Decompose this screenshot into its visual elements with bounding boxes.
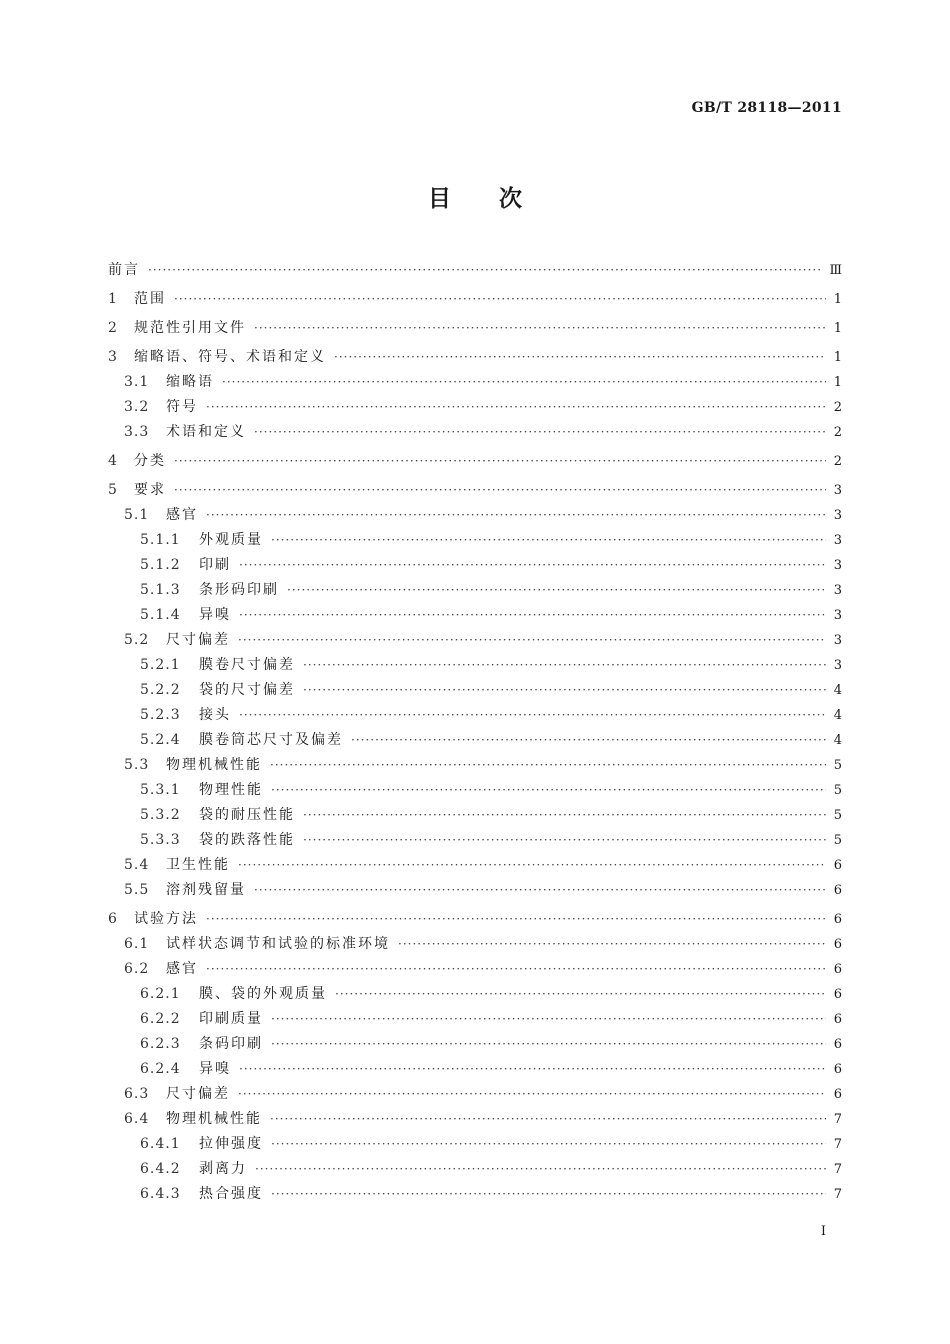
toc-entry-label: 条形码印刷 [199,582,279,598]
toc-dot-leader [239,603,826,628]
toc-entry[interactable] [108,578,842,603]
toc-entry-number: 5.4 [124,857,150,873]
toc-entry-label: 尺寸偏差 [166,632,230,648]
toc-entry[interactable] [108,628,842,653]
toc-entry-page: 3 [833,658,842,673]
toc-dot-leader [398,932,826,957]
toc-entry-label: 缩略语 [166,374,214,390]
toc-entry-number: 2 [108,320,118,336]
toc-entry-label: 物理性能 [199,782,263,798]
toc-entry-label: 试样状态调节和试验的标准环境 [166,936,390,952]
toc-entry[interactable] [108,803,842,828]
toc-entry-page: 6 [833,937,842,952]
toc-entry[interactable] [108,878,842,903]
toc-entry-page: 3 [833,583,842,598]
toc-entry[interactable] [108,420,842,445]
toc-dot-leader [254,420,826,445]
toc-dot-leader [238,853,826,878]
toc-entry[interactable] [108,1132,842,1157]
toc-dot-leader [303,678,826,703]
toc-entry-number: 5.2.3 [140,707,181,723]
toc-entry-label: 接头 [199,707,231,723]
toc-entry-label: 剥离力 [199,1161,247,1177]
toc-entry-label: 印刷质量 [199,1011,263,1027]
toc-dot-leader [270,753,826,778]
toc-entry-number: 3.1 [124,374,150,390]
toc-entry-number: 6.4.1 [140,1136,181,1152]
toc-dot-leader [206,395,826,420]
toc-entry[interactable] [108,957,842,982]
toc-entry-label: 缩略语、符号、术语和定义 [134,349,326,365]
toc-dot-leader [239,553,826,578]
toc-dot-leader [271,1132,826,1157]
toc-entry-page: 3 [833,508,842,523]
toc-entry-label: 异嗅 [199,1061,231,1077]
toc-dot-leader [271,1007,826,1032]
toc-entry-label: 尺寸偏差 [166,1086,230,1102]
toc-entry-number: 5.3 [124,757,150,773]
toc-entry[interactable] [108,603,842,628]
toc-entry-number: 3.3 [124,424,150,440]
toc-entry-page: 5 [833,808,842,823]
toc-entry-number: 6 [108,911,118,927]
toc-entry-page: 7 [833,1112,842,1127]
toc-entry-page: 4 [833,683,842,698]
toc-entry-page: 5 [833,833,842,848]
toc-entry[interactable] [108,553,842,578]
toc-entry[interactable] [108,728,842,753]
toc-entry-label: 符号 [166,399,198,415]
toc-entry-label: 前言 [108,262,140,278]
toc-entry-page: 6 [833,858,842,873]
toc-entry[interactable] [108,528,842,553]
toc-dot-leader [206,503,826,528]
toc-dot-leader [303,828,826,853]
toc-entry-page: 6 [833,1087,842,1102]
toc-entry-label: 热合强度 [199,1186,263,1202]
toc-entry-label: 物理机械性能 [166,1111,262,1127]
toc-entry[interactable] [108,503,842,528]
toc-entry-page: 6 [833,1062,842,1077]
toc-entry[interactable] [108,478,842,503]
toc-dot-leader [148,258,823,283]
toc-entry-page: 4 [833,708,842,723]
toc-entry-label: 异嗅 [199,607,231,623]
toc-list [108,258,842,1207]
toc-entry-page: 1 [833,375,842,390]
toc-entry-page: 2 [833,454,842,469]
toc-dot-leader [271,778,826,803]
toc-entry[interactable] [108,828,842,853]
toc-entry-label: 条码印刷 [199,1036,263,1052]
toc-entry-page: 3 [833,608,842,623]
toc-entry-page: 5 [833,783,842,798]
toc-entry-label: 规范性引用文件 [134,320,246,336]
toc-entry-number: 6.4 [124,1111,150,1127]
toc-entry-number: 5.3.2 [140,807,181,823]
toc-entry-page: 2 [833,425,842,440]
toc-entry-page: 1 [833,350,842,365]
toc-dot-leader [255,1157,826,1182]
toc-entry-label: 感官 [166,961,198,977]
toc-entry[interactable] [108,1107,842,1132]
toc-dot-leader [174,287,826,312]
toc-entry-number: 6.4.3 [140,1186,181,1202]
toc-dot-leader [238,628,826,653]
toc-entry-label: 膜卷筒芯尺寸及偏差 [199,732,343,748]
toc-entry-number: 5.5 [124,882,150,898]
toc-dot-leader [239,703,826,728]
toc-entry-page: Ⅲ [829,263,842,278]
toc-entry-page: 6 [833,987,842,1002]
toc-entry-number: 5.2.1 [140,657,181,673]
toc-dot-leader [222,370,826,395]
toc-entry-page: 5 [833,758,842,773]
toc-entry[interactable] [108,1057,842,1082]
toc-entry-label: 要求 [134,482,166,498]
toc-entry-label: 膜卷尺寸偏差 [199,657,295,673]
toc-entry[interactable] [108,370,842,395]
toc-entry-page: 6 [833,962,842,977]
toc-dot-leader [351,728,826,753]
toc-entry-number: 5.2.4 [140,732,181,748]
toc-entry-number: 6.2.2 [140,1011,181,1027]
toc-entry-label: 卫生性能 [166,857,230,873]
toc-entry-label: 物理机械性能 [166,757,262,773]
toc-entry[interactable] [108,449,842,474]
toc-entry-number: 6.2.3 [140,1036,181,1052]
toc-entry-number: 4 [108,453,118,469]
toc-entry[interactable] [108,1032,842,1057]
toc-entry-label: 术语和定义 [166,424,246,440]
toc-entry-page: 3 [833,533,842,548]
toc-entry[interactable] [108,1157,842,1182]
toc-entry[interactable] [108,932,842,957]
toc-entry[interactable] [108,778,842,803]
toc-entry-number: 3 [108,349,118,365]
toc-entry-number: 6.2.4 [140,1061,181,1077]
toc-dot-leader [206,957,826,982]
toc-entry-number: 5.3.1 [140,782,181,798]
toc-dot-leader [254,878,826,903]
toc-dot-leader [303,653,826,678]
toc-entry-label: 分类 [134,453,166,469]
toc-entry-number: 6.4.2 [140,1161,181,1177]
toc-entry-label: 拉伸强度 [199,1136,263,1152]
standard-code: GB/T 28118—2011 [691,100,842,116]
toc-entry[interactable] [108,907,842,932]
toc-entry[interactable] [108,316,842,341]
toc-entry-number: 5.1.3 [140,582,181,598]
toc-dot-leader [254,316,826,341]
toc-entry[interactable] [108,653,842,678]
toc-entry-number: 6.3 [124,1086,150,1102]
toc-entry-label: 膜、袋的外观质量 [199,986,327,1002]
toc-entry[interactable] [108,853,842,878]
page-folio: I [820,1224,826,1239]
toc-entry-number: 6.2 [124,961,150,977]
toc-entry-number: 3.2 [124,399,150,415]
toc-dot-leader [239,1057,826,1082]
toc-dot-leader [287,578,826,603]
toc-entry[interactable] [108,1082,842,1107]
toc-entry[interactable] [108,345,842,370]
toc-entry-page: 7 [833,1187,842,1202]
toc-entry-number: 5 [108,482,118,498]
toc-entry-page: 7 [833,1162,842,1177]
toc-dot-leader [271,1032,826,1057]
toc-dot-leader [174,478,826,503]
toc-entry-page: 6 [833,1037,842,1052]
toc-entry-number: 5.1.1 [140,532,181,548]
toc-entry-number: 5.2 [124,632,150,648]
toc-entry-label: 外观质量 [199,532,263,548]
toc-entry-label: 感官 [166,507,198,523]
toc-dot-leader [271,1182,826,1207]
toc-dot-leader [271,528,826,553]
toc-entry-page: 6 [833,883,842,898]
toc-entry-number: 6.1 [124,936,150,952]
toc-entry-page: 7 [833,1137,842,1152]
toc-dot-leader [174,449,826,474]
toc-entry-number: 5.3.3 [140,832,181,848]
toc-entry-page: 4 [833,733,842,748]
toc-entry[interactable] [108,982,842,1007]
toc-dot-leader [303,803,826,828]
toc-entry[interactable] [108,753,842,778]
toc-entry-page: 2 [833,400,842,415]
toc-entry[interactable] [108,678,842,703]
toc-entry[interactable] [108,1182,842,1207]
toc-entry-page: 3 [833,558,842,573]
toc-entry-page: 3 [833,483,842,498]
toc-entry-number: 6.2.1 [140,986,181,1002]
toc-entry-label: 袋的尺寸偏差 [199,682,295,698]
toc-entry[interactable] [108,703,842,728]
toc-entry-label: 范围 [134,291,166,307]
toc-entry-number: 5.1.2 [140,557,181,573]
toc-entry-number: 5.1.4 [140,607,181,623]
page-title [0,180,950,213]
toc-entry[interactable] [108,1007,842,1032]
toc-entry-number: 5.1 [124,507,150,523]
toc-entry[interactable] [108,395,842,420]
toc-entry-page: 3 [833,633,842,648]
toc-entry-page: 1 [833,292,842,307]
toc-entry-page: 1 [833,321,842,336]
toc-entry-number: 1 [108,291,118,307]
toc-dot-leader [335,982,826,1007]
title-char-2: 次 [499,186,522,212]
toc-dot-leader [270,1107,826,1132]
toc-entry-number: 5.2.2 [140,682,181,698]
toc-entry-label: 溶剂残留量 [166,882,246,898]
toc-entry-label: 袋的跌落性能 [199,832,295,848]
toc-entry[interactable] [108,287,842,312]
toc-entry-label: 袋的耐压性能 [199,807,295,823]
toc-dot-leader [206,907,826,932]
toc-entry-label: 试验方法 [134,911,198,927]
title-char-1: 目 [428,186,451,212]
toc-dot-leader [238,1082,826,1107]
toc-entry-page: 6 [833,1012,842,1027]
toc-entry[interactable] [108,258,842,283]
toc-entry-label: 印刷 [199,557,231,573]
toc-dot-leader [334,345,826,370]
toc-entry-page: 6 [833,912,842,927]
